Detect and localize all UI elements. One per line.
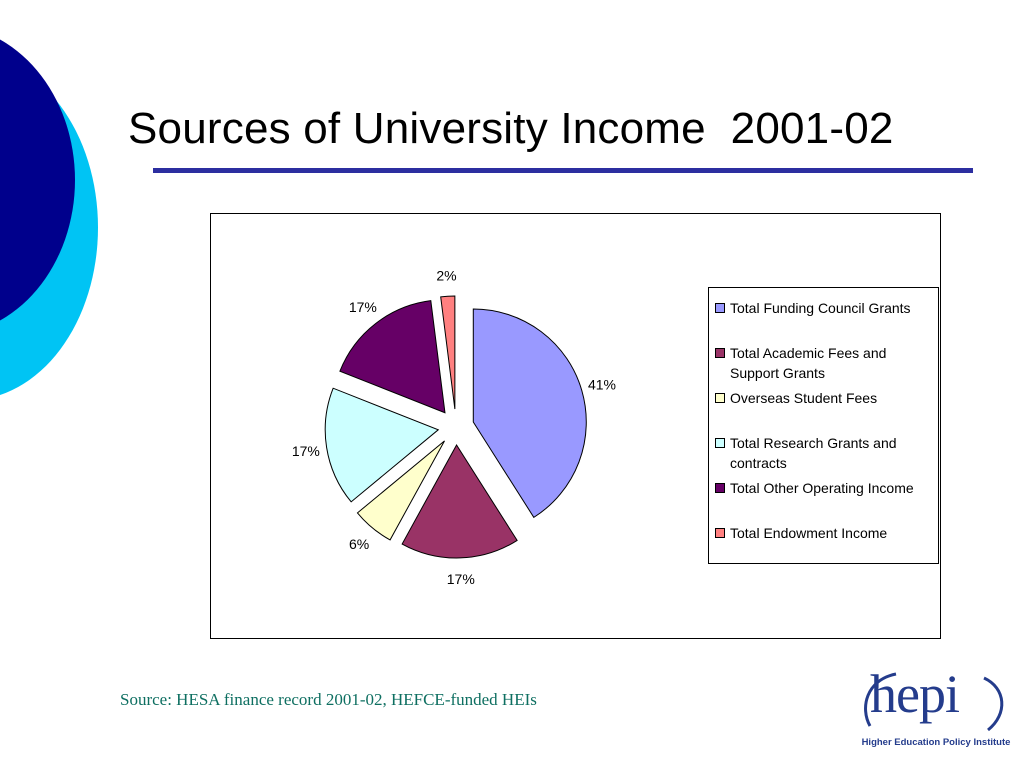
legend-swatch [715, 528, 725, 538]
chart-frame [210, 213, 941, 639]
legend-swatch [715, 438, 725, 448]
data-label-overseas-student-fees: 6% [348, 536, 370, 553]
legend-label: Total Research Grants and contracts [730, 435, 897, 471]
legend-label: Overseas Student Fees [730, 390, 878, 406]
hepi-logo [856, 664, 1016, 754]
legend-swatch [715, 393, 725, 403]
logo-subtitle: Higher Education Policy Institute [861, 737, 1011, 748]
legend-item-total-academic-fees-and-support-grants [715, 343, 937, 383]
legend-label: Total Endowment Income [730, 525, 888, 541]
legend-item-total-funding-council-grants [715, 298, 937, 318]
legend-label: Total Academic Fees and Support Grants [730, 345, 887, 381]
data-label-total-academic-fees-and-support-grants: 17% [446, 570, 475, 587]
title-underline [153, 168, 973, 173]
chart-legend [708, 287, 939, 564]
data-label-total-endowment-income: 2% [436, 267, 457, 284]
legend-swatch [715, 348, 725, 358]
pie-slice-total-other-operating-income [340, 298, 445, 413]
legend-item-total-research-grants-and-contracts [715, 433, 937, 473]
source-note: Source: HESA finance record 2001-02, HEFCE-funded HEIs [120, 690, 537, 709]
logo-wordmark: hepi [870, 664, 959, 724]
legend-item-total-other-operating-income [715, 478, 937, 498]
legend-item-total-endowment-income [715, 523, 937, 543]
legend-item-overseas-student-fees [715, 388, 937, 408]
legend-label: Total Funding Council Grants [730, 300, 911, 316]
pie-slice-total-research-grants-and-contracts [325, 388, 438, 502]
data-label-total-research-grants-and-contracts: 17% [291, 442, 320, 459]
legend-swatch [715, 303, 725, 313]
slide-title: Sources of University Income 2001-02 [128, 104, 894, 153]
data-label-total-funding-council-grants: 41% [587, 376, 616, 393]
legend-label: Total Other Operating Income [730, 480, 914, 496]
legend-swatch [715, 483, 725, 493]
data-label-total-other-operating-income: 17% [348, 298, 377, 315]
pie-slice-total-funding-council-grants [473, 309, 586, 517]
